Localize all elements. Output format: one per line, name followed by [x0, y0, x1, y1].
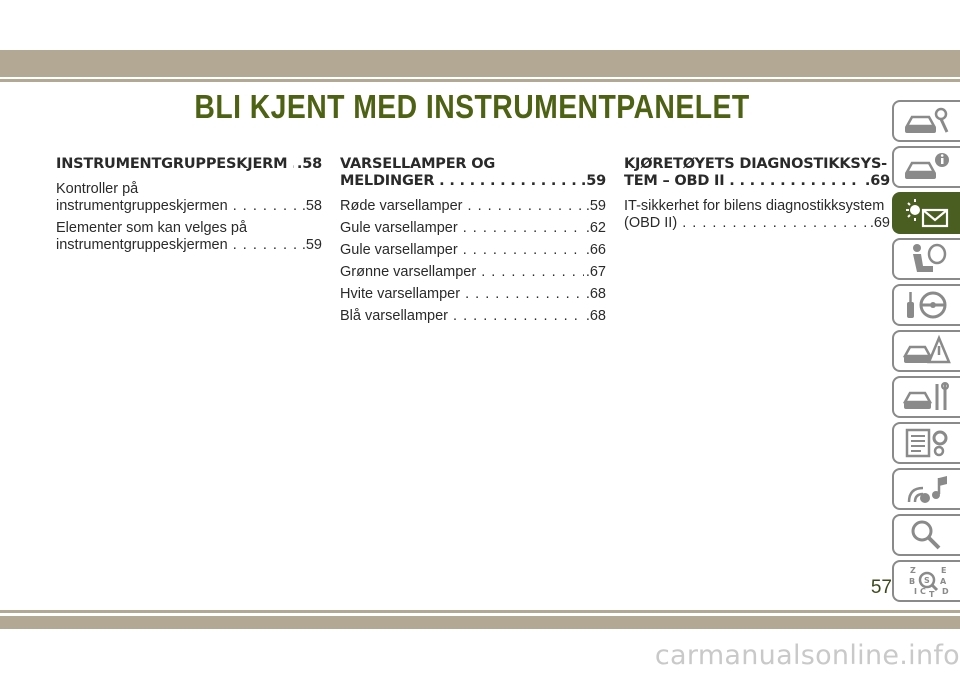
toc-entry-line: Elementer som kan velges på	[56, 220, 248, 236]
bottom-decor-line	[0, 610, 960, 613]
chapter-tab[interactable]	[892, 146, 960, 188]
section-heading-label: MELDINGER . . .	[340, 173, 578, 190]
chapter-tab[interactable]	[892, 514, 960, 556]
chapter-tab[interactable]	[892, 330, 960, 372]
toc-entry-page: .58	[301, 198, 322, 214]
alphabet-index-icon	[903, 564, 951, 598]
section-heading[interactable]	[56, 156, 322, 173]
toc-entry-label: Blå varsellamper . . .	[340, 308, 584, 325]
chapter-tab[interactable]	[892, 560, 960, 602]
chapter-tab[interactable]	[892, 422, 960, 464]
toc-entry[interactable]	[340, 308, 606, 325]
bottom-decor-band	[0, 616, 960, 629]
toc-entry-page: .59	[301, 237, 322, 253]
toc-entry-label: Røde varsellamper . . .	[340, 198, 584, 215]
toc-entry-page: .67	[585, 264, 606, 280]
section-heading-line: KJØRETØYETS DIAGNOSTIKKSYS-	[624, 156, 887, 172]
specifications-icon	[903, 426, 951, 460]
chapter-tab-active[interactable]	[892, 192, 960, 234]
toc-entry[interactable]	[340, 242, 606, 259]
seat-airbag-icon	[903, 242, 951, 276]
top-decor-line	[0, 79, 960, 82]
toc-column-3	[624, 156, 890, 237]
index-letter: B	[909, 577, 916, 586]
index-letter: A	[940, 577, 947, 586]
section-heading-label: TEM – OBD II . . .	[624, 173, 862, 190]
section-heading-page: .58	[296, 156, 322, 172]
section-heading[interactable]	[340, 156, 606, 190]
page-title: BLI KJENT MED INSTRUMENTPANELET	[194, 88, 750, 125]
car-service-icon	[903, 380, 951, 414]
search-icon	[903, 518, 951, 552]
section-heading[interactable]	[624, 156, 890, 190]
page-number: 57	[870, 577, 892, 598]
section-heading-page: .69	[864, 173, 890, 189]
toc-entry[interactable]	[340, 198, 606, 215]
toc-entry-page: .62	[585, 220, 606, 236]
watermark: carmanualsonline.info	[654, 640, 960, 671]
toc-column-2	[340, 156, 606, 330]
toc-entry[interactable]	[340, 286, 606, 303]
toc-entry-page: .59	[585, 198, 606, 214]
car-key-icon	[903, 104, 951, 138]
chapter-tab[interactable]	[892, 284, 960, 326]
toc-entry-label: instrumentgruppeskjermen . . .	[56, 237, 300, 254]
toc-entry-line: IT-sikkerhet for bilens diagnostikksystem	[624, 198, 885, 214]
toc-column-1	[56, 156, 322, 259]
toc-entry-page: .68	[585, 286, 606, 302]
toc-entry-label: Gule varsellamper . . .	[340, 220, 584, 237]
top-decor-band	[0, 50, 960, 77]
chapter-tab[interactable]	[892, 100, 960, 142]
toc-entry[interactable]	[56, 220, 322, 254]
chapter-tab[interactable]	[892, 468, 960, 510]
section-heading-label: INSTRUMENTGRUPPESKJERM . . .	[56, 156, 294, 173]
index-letter: D	[942, 587, 949, 596]
toc-entry[interactable]	[624, 198, 890, 232]
steering-wheel-icon	[903, 288, 951, 322]
index-letter: Z	[910, 566, 916, 575]
car-info-icon	[903, 150, 951, 184]
multimedia-icon	[903, 472, 951, 506]
toc-entry-label: Hvite varsellamper . . .	[340, 286, 584, 303]
section-heading-line: VARSELLAMPER OG	[340, 156, 496, 172]
toc-entry-page: .69	[869, 215, 890, 231]
section-heading-page: .59	[580, 173, 606, 189]
toc-entry-label: Gule varsellamper . . .	[340, 242, 584, 259]
index-letter: E	[941, 566, 947, 575]
index-letter: I	[914, 587, 917, 596]
toc-entry-label: (OBD II) . . .	[624, 215, 868, 232]
toc-entry[interactable]	[340, 264, 606, 281]
index-letter: T	[929, 590, 935, 598]
warning-light-message-icon	[903, 196, 951, 230]
index-letter: S	[924, 576, 930, 585]
car-warning-icon	[903, 334, 951, 368]
toc-entry-label: instrumentgruppeskjermen . . .	[56, 198, 300, 215]
toc-entry-page: .66	[585, 242, 606, 258]
toc-entry-page: .68	[585, 308, 606, 324]
toc-entry[interactable]	[56, 181, 322, 215]
index-letter: C	[920, 587, 926, 596]
toc-entry-line: Kontroller på	[56, 181, 139, 197]
chapter-tab[interactable]	[892, 376, 960, 418]
chapter-tab[interactable]	[892, 238, 960, 280]
toc-entry-label: Grønne varsellamper . . .	[340, 264, 584, 281]
toc-entry[interactable]	[340, 220, 606, 237]
